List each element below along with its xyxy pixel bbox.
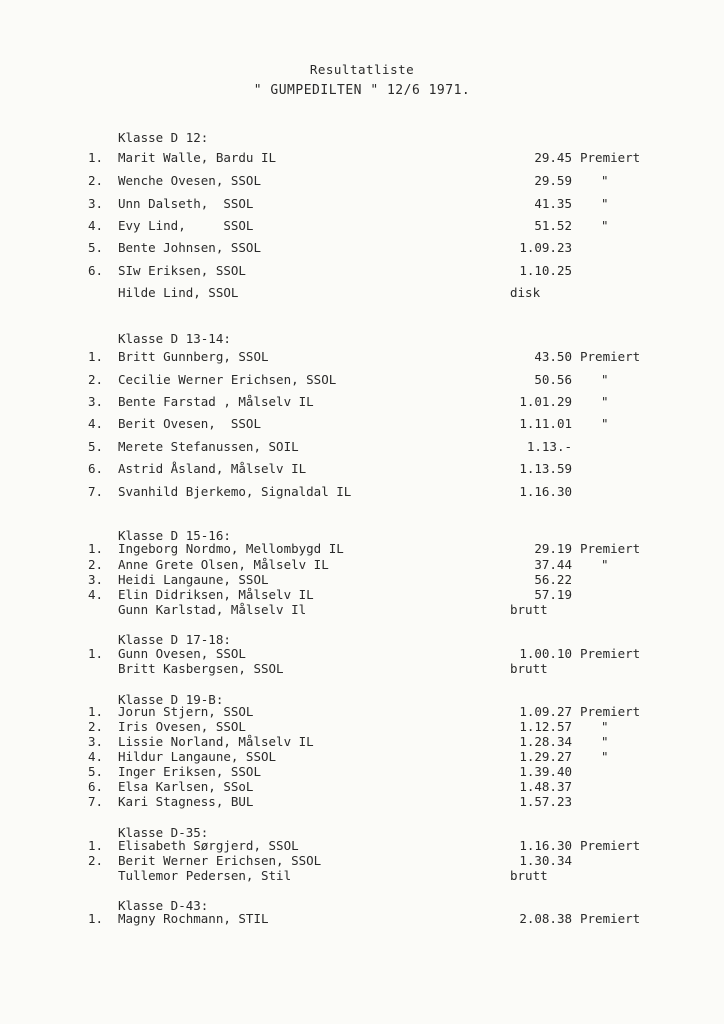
result-row [0, 484, 724, 500]
award-note: Premiert [580, 911, 641, 926]
result-row [0, 372, 724, 388]
result-row [0, 779, 724, 795]
result-time: 1.01.29 [519, 394, 572, 409]
competitor-name: SIw Eriksen, SSOL [118, 263, 246, 278]
award-note: Premiert [580, 150, 641, 165]
result-row [0, 572, 724, 588]
result-time: 1.57.23 [519, 794, 572, 809]
result-row [0, 602, 724, 618]
result-row [0, 853, 724, 869]
award-note: Premiert [580, 349, 641, 364]
result-time: 57.19 [534, 587, 572, 602]
placement-number: 1. [88, 646, 104, 661]
competitor-name: Bente Johnsen, SSOL [118, 240, 261, 255]
award-note: Premiert [580, 541, 641, 556]
competitor-name: Anne Grete Olsen, Målselv IL [118, 557, 329, 572]
result-time: 1.10.25 [519, 263, 572, 278]
placement-number: 1. [88, 704, 104, 719]
competitor-name: Lissie Norland, Målselv IL [118, 734, 314, 749]
result-row [0, 196, 724, 212]
competitor-name: Elsa Karlsen, SSoL [118, 779, 254, 794]
result-row [0, 285, 724, 301]
result-time: 1.11.01 [519, 416, 572, 431]
ditto-mark: " [601, 372, 609, 387]
result-time: 56.22 [534, 572, 572, 587]
result-time: 41.35 [534, 196, 572, 211]
placement-number: 4. [88, 218, 104, 233]
placement-number: 3. [88, 572, 104, 587]
result-time: 50.56 [534, 372, 572, 387]
result-time: 43.50 [534, 349, 572, 364]
result-time: 1.16.30 [519, 838, 572, 853]
placement-number: 1. [88, 150, 104, 165]
result-time: brutt [510, 661, 548, 676]
result-time: 1.29.27 [519, 749, 572, 764]
result-row [0, 541, 724, 557]
ditto-mark: " [601, 749, 609, 764]
result-time: 1.09.23 [519, 240, 572, 255]
result-row [0, 461, 724, 477]
class-heading: Klasse D 13-14: [118, 331, 231, 346]
placement-number: 3. [88, 196, 104, 211]
competitor-name: Heidi Langaune, SSOL [118, 572, 269, 587]
award-note: Premiert [580, 704, 641, 719]
competitor-name: Ingeborg Nordmo, Mellombygd IL [118, 541, 344, 556]
class-heading: Klasse D 17-18: [118, 632, 231, 647]
competitor-name: Svanhild Bjerkemo, Signaldal IL [118, 484, 352, 499]
competitor-name: Kari Stagness, BUL [118, 794, 254, 809]
placement-number: 5. [88, 764, 104, 779]
result-row [0, 394, 724, 410]
page-title: Resultatliste [309, 62, 415, 77]
placement-number: 6. [88, 779, 104, 794]
result-row [0, 734, 724, 750]
class-heading: Klasse D 12: [118, 130, 209, 145]
result-row [0, 173, 724, 189]
competitor-name: Britt Kasbergsen, SSOL [118, 661, 284, 676]
placement-number: 2. [88, 173, 104, 188]
placement-number: 1. [88, 838, 104, 853]
competitor-name: Cecilie Werner Erichsen, SSOL [118, 372, 337, 387]
result-time: 1.28.34 [519, 734, 572, 749]
result-row [0, 150, 724, 166]
competitor-name: Marit Walle, Bardu IL [118, 150, 277, 165]
result-time: 1.30.34 [519, 853, 572, 868]
result-row [0, 911, 724, 927]
competitor-name: Unn Dalseth, SSOL [118, 196, 254, 211]
ditto-mark: " [601, 416, 609, 431]
result-row [0, 416, 724, 432]
result-row [0, 764, 724, 780]
class-heading: Klasse D 15-16: [118, 528, 231, 543]
result-time: 1.48.37 [519, 779, 572, 794]
class-heading: Klasse D 19-B: [118, 692, 224, 707]
result-time: 2.08.38 [519, 911, 572, 926]
result-row [0, 240, 724, 256]
placement-number: 5. [88, 240, 104, 255]
class-heading: Klasse D-35: [118, 825, 209, 840]
result-row [0, 439, 724, 455]
placement-number: 4. [88, 749, 104, 764]
result-row [0, 719, 724, 735]
placement-number: 7. [88, 484, 104, 499]
placement-number: 2. [88, 853, 104, 868]
competitor-name: Evy Lind, SSOL [118, 218, 254, 233]
result-time: 37.44 [534, 557, 572, 572]
placement-number: 4. [88, 416, 104, 431]
result-time: 1.13.59 [519, 461, 572, 476]
result-row [0, 587, 724, 603]
result-time: 29.19 [534, 541, 572, 556]
competitor-name: Tullemor Pedersen, Stil [118, 868, 292, 883]
competitor-name: Berit Ovesen, SSOL [118, 416, 261, 431]
result-row [0, 794, 724, 810]
award-note: Premiert [580, 646, 641, 661]
placement-number: 5. [88, 439, 104, 454]
placement-number: 3. [88, 394, 104, 409]
result-row [0, 349, 724, 365]
placement-number: 1. [88, 541, 104, 556]
result-row [0, 661, 724, 677]
ditto-mark: " [601, 173, 609, 188]
result-time: brutt [510, 868, 548, 883]
result-row [0, 557, 724, 573]
competitor-name: Iris Ovesen, SSOL [118, 719, 246, 734]
placement-number: 2. [88, 372, 104, 387]
ditto-mark: " [601, 394, 609, 409]
competitor-name: Hildur Langaune, SSOL [118, 749, 277, 764]
placement-number: 4. [88, 587, 104, 602]
placement-number: 2. [88, 719, 104, 734]
result-row [0, 646, 724, 662]
result-time: 29.59 [534, 173, 572, 188]
result-time: 1.39.40 [519, 764, 572, 779]
competitor-name: Merete Stefanussen, SOIL [118, 439, 299, 454]
result-time: brutt [510, 602, 548, 617]
competitor-name: Hilde Lind, SSOL [118, 285, 239, 300]
page-subtitle: " GUMPEDILTEN " 12/6 1971. [253, 83, 471, 98]
result-time: 1.16.30 [519, 484, 572, 499]
award-note: Premiert [580, 838, 641, 853]
result-row [0, 868, 724, 884]
ditto-mark: " [601, 734, 609, 749]
competitor-name: Britt Gunnberg, SSOL [118, 349, 269, 364]
result-time: 1.13.- [526, 439, 572, 454]
result-row [0, 704, 724, 720]
competitor-name: Gunn Karlstad, Målselv Il [118, 602, 307, 617]
result-time: 51.52 [534, 218, 572, 233]
competitor-name: Elisabeth Sørgjerd, SSOL [118, 838, 299, 853]
class-heading: Klasse D-43: [118, 898, 209, 913]
result-time: 29.45 [534, 150, 572, 165]
result-time: 1.00.10 [519, 646, 572, 661]
competitor-name: Inger Eriksen, SSOL [118, 764, 261, 779]
result-time: 1.09.27 [519, 704, 572, 719]
placement-number: 3. [88, 734, 104, 749]
competitor-name: Gunn Ovesen, SSOL [118, 646, 246, 661]
competitor-name: Elin Didriksen, Målselv IL [118, 587, 314, 602]
placement-number: 1. [88, 349, 104, 364]
placement-number: 6. [88, 263, 104, 278]
result-row [0, 838, 724, 854]
result-row [0, 263, 724, 279]
placement-number: 2. [88, 557, 104, 572]
competitor-name: Magny Rochmann, STIL [118, 911, 269, 926]
placement-number: 6. [88, 461, 104, 476]
ditto-mark: " [601, 218, 609, 233]
result-time: disk [510, 285, 541, 300]
ditto-mark: " [601, 719, 609, 734]
ditto-mark: " [601, 196, 609, 211]
competitor-name: Bente Farstad , Målselv IL [118, 394, 314, 409]
result-time: 1.12.57 [519, 719, 572, 734]
result-row [0, 749, 724, 765]
placement-number: 1. [88, 911, 104, 926]
placement-number: 7. [88, 794, 104, 809]
result-row [0, 218, 724, 234]
competitor-name: Jorun Stjern, SSOL [118, 704, 254, 719]
ditto-mark: " [601, 557, 609, 572]
competitor-name: Astrid Åsland, Målselv IL [118, 461, 307, 476]
competitor-name: Wenche Ovesen, SSOL [118, 173, 261, 188]
competitor-name: Berit Werner Erichsen, SSOL [118, 853, 322, 868]
